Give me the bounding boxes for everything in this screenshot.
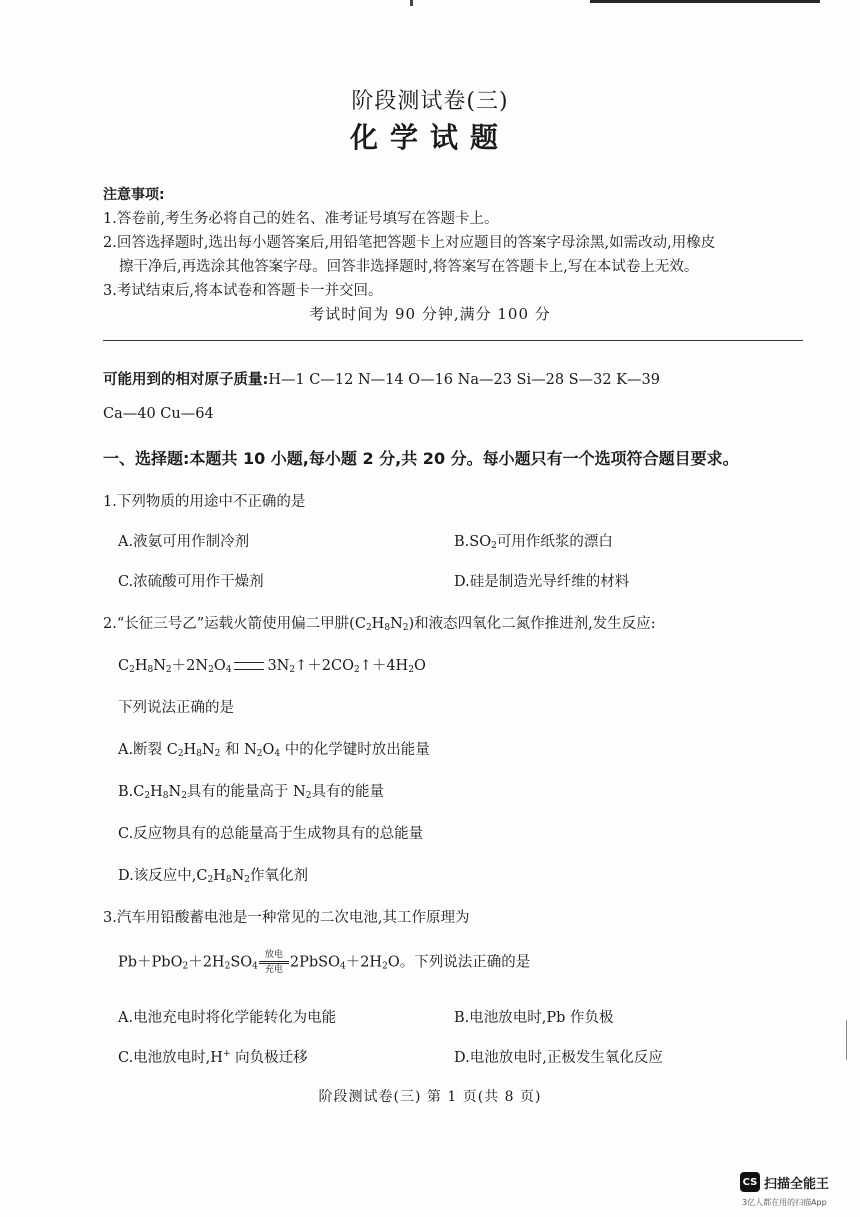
q2-option-a-post: 中的化学键时放出能量	[280, 742, 430, 758]
q3-equation: $Pb+PbO_2+2H_2SO_4$放电 充电 $2PbSO_4+2H_2O$。下列说法正确的是	[118, 950, 531, 975]
exam-time: 考试时间为 90 分钟,满分 100 分	[309, 305, 551, 323]
q2-stem-post: )和液态四氧化二氮作推进剂,发生反应:	[408, 616, 656, 632]
atomic-mass-values-1: H—1 C—12 N—14 O—16 Na—23 Si—28 S—32 K—39	[268, 372, 660, 388]
camscanner-logo-icon: CS	[740, 1172, 760, 1192]
q3-option-c-pre: C.电池放电时,H	[118, 1050, 223, 1066]
q2-option-d-post: 作氧化剂	[249, 868, 308, 884]
exam-subtitle: 阶段测试卷(三)	[351, 89, 509, 114]
q3-option-a: A.电池充电时将化学能转化为电能	[118, 1010, 337, 1026]
atomic-mass-line-1	[103, 368, 660, 389]
q2-option-a: A.断裂 $C_2H_8N_2$ 和 $N_2O_4$ 中的化学键时放出能量	[118, 742, 430, 759]
q1-option-b-sub: 2	[491, 541, 497, 551]
q1-option-b	[454, 530, 613, 551]
atomic-mass-label: 可能用到的相对原子质量:	[103, 372, 269, 388]
q2-option-b-post: 具有的能量	[311, 784, 384, 800]
q2-option-b: $B.C_2H_8N_2$具有的能量高于 $N_2$具有的能量	[118, 784, 384, 801]
section-heading: 一、选择题:本题共 10 小题,每小题 2 分,共 20 分。每小题只有一个选项符合题目要求。	[103, 449, 739, 468]
page-footer: 阶段测试卷(三) 第 1 页(共 8 页)	[318, 1089, 542, 1105]
q2-stem-pre: 2.“长征三号乙”运载火箭使用偏二甲肼(	[103, 616, 355, 632]
notes-item-2-cont: 擦干净后,再选涂其他答案字母。回答非选择题时,将答案写在答题卡上,写在本试卷上无效。	[119, 259, 699, 275]
q2-stem: 2.“长征三号乙”运载火箭使用偏二甲肼$(C_2H_8N_2)$和液态四氧化二氮作推进剂,发生反应:	[103, 616, 656, 633]
q1-option-a: A.液氨可用作制冷剂	[118, 534, 250, 550]
q2-ask: 下列说法正确的是	[118, 700, 234, 716]
watermark-name: 扫描全能王	[764, 1176, 830, 1192]
scanner-watermark	[740, 1172, 829, 1192]
q3-option-c-post: 向负极迁移	[230, 1050, 308, 1066]
q3-option-c-sup: +	[222, 1049, 231, 1059]
q3-stem: 3.汽车用铅酸蓄电池是一种常见的二次电池,其工作原理为	[103, 910, 470, 926]
q1-option-b-post: 可用作纸浆的漂白	[496, 534, 613, 550]
q2-option-c: C.反应物具有的总能量高于生成物具有的总能量	[118, 826, 424, 842]
charge-label: 充电	[264, 965, 283, 975]
discharge-label: 放电	[264, 950, 283, 960]
notes-item-1: 1.答卷前,考生务必将自己的姓名、准考证号填写在答题卡上。	[103, 211, 499, 227]
q2-option-d: D.该反应中$,C_2H_8N_2$作氧化剂	[118, 868, 308, 885]
atomic-mass-line-2: Ca—40 Cu—64	[103, 406, 214, 422]
q2-option-b-mid: 具有的能量高于	[186, 784, 294, 800]
q1-option-d: D.硅是制造光导纤维的材料	[454, 574, 630, 590]
watermark-subtext: 3亿人都在用的扫描App	[742, 1198, 827, 1207]
q3-equation-tail: 。下列说法正确的是	[399, 954, 531, 971]
divider	[103, 340, 803, 341]
equals-arrow	[234, 662, 264, 670]
reversible-arrow	[259, 950, 289, 975]
exam-title: 化学试题	[349, 121, 510, 154]
q1-option-b-pre: B.SO	[454, 534, 492, 550]
q1-stem: 1.下列物质的用途中不正确的是	[103, 494, 306, 510]
notes-item-2: 2.回答选择题时,选出每小题答案后,用铅笔把答题卡上对应题目的答案字母涂黑,如需改动,用橡皮	[103, 235, 716, 251]
notes-heading: 注意事项:	[103, 187, 165, 203]
notes-block	[103, 183, 803, 303]
q2-option-a-pre: A.断裂	[118, 742, 167, 758]
q2-equation: $C_2H_8N_2+2N_2O_4$ $3N_2↑+2CO_2↑+4H_2O$	[118, 658, 426, 675]
q3-option-b: B.电池放电时,Pb 作负极	[454, 1010, 614, 1026]
q2-option-d-pre: D.该反应中,	[118, 868, 197, 884]
q2-option-a-mid: 和	[220, 742, 245, 758]
q2-option-b-pre: B.	[118, 784, 134, 800]
q1-option-c: C.浓硫酸可用作干燥剂	[118, 574, 264, 590]
notes-item-3: 3.考试结束后,将本试卷和答题卡一并交回。	[103, 283, 383, 299]
q3-option-c	[118, 1046, 308, 1067]
q3-option-d: D.电池放电时,正极发生氧化反应	[454, 1050, 663, 1066]
